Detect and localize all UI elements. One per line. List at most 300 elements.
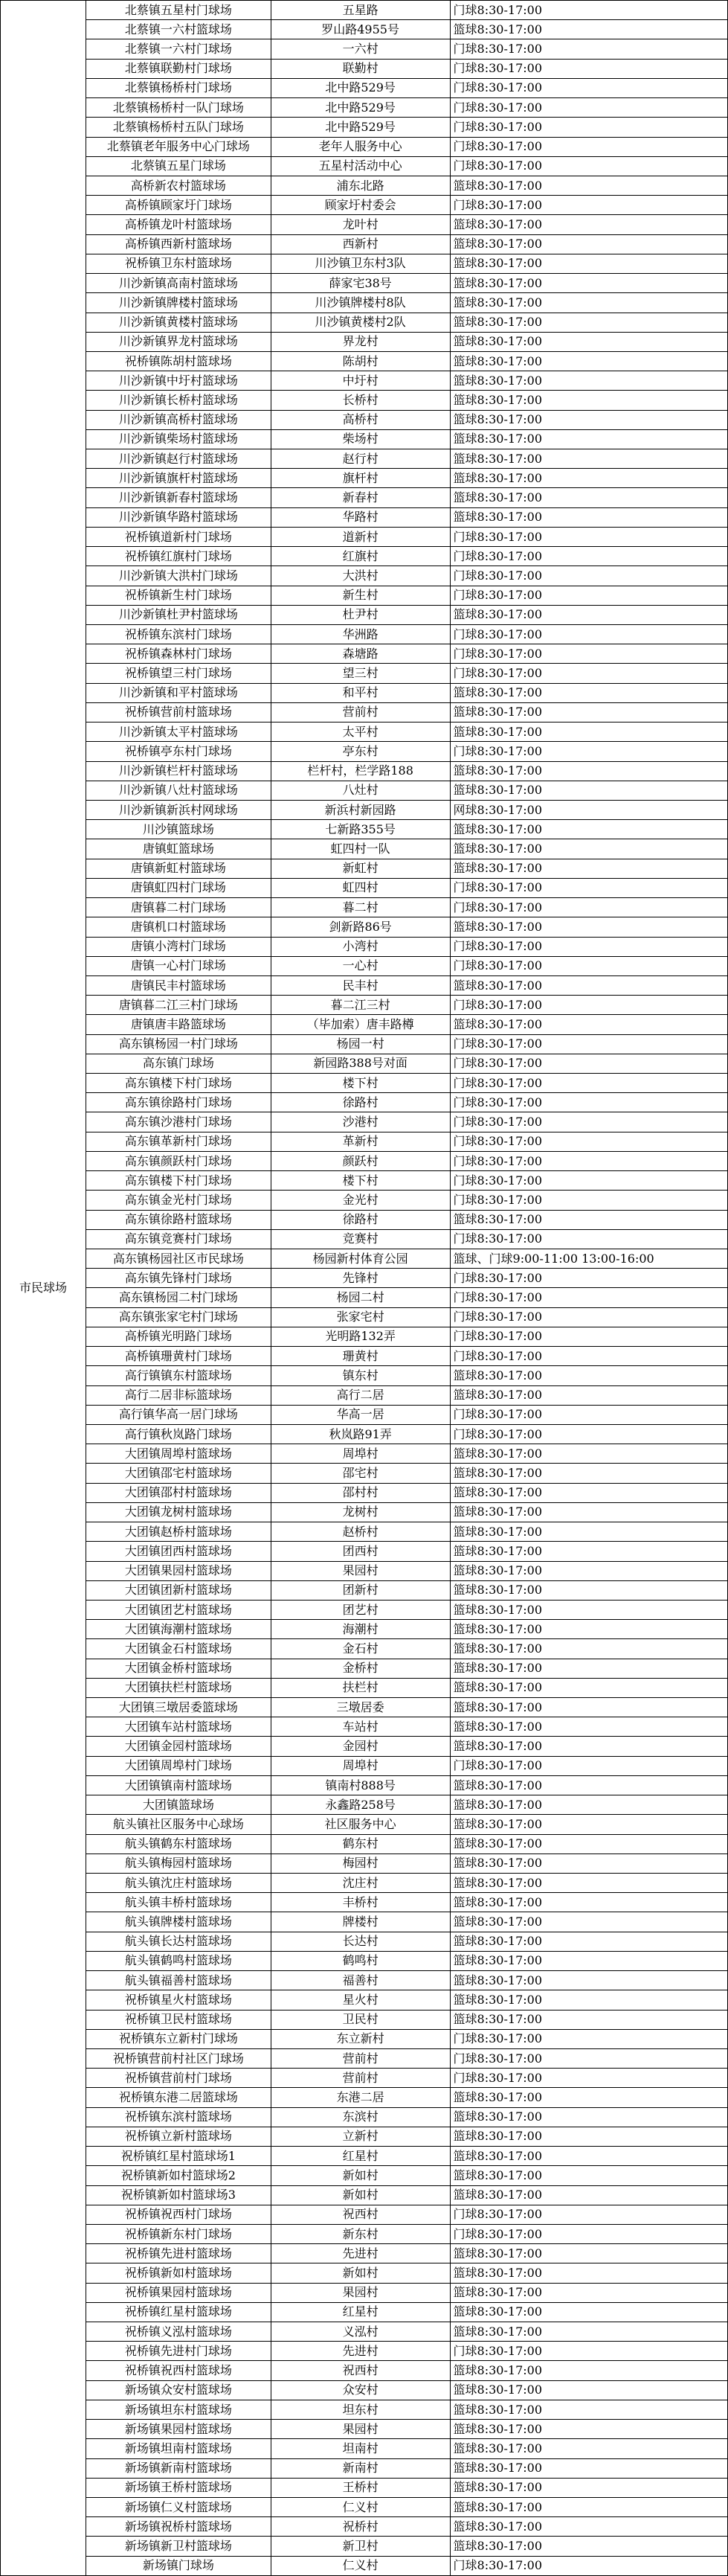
table-row xyxy=(1,1405,728,1424)
venue-name-cell: 航头镇沈庄村篮球场 xyxy=(86,1874,271,1893)
hours-cell: 篮球8:30-17:00 xyxy=(450,2185,727,2205)
venue-name-cell: 祝桥镇营前村篮球场 xyxy=(86,702,271,722)
table-row xyxy=(1,761,728,781)
address-cell: 高桥村 xyxy=(271,410,450,429)
venue-name-cell: 大团镇金园村篮球场 xyxy=(86,1737,271,1756)
hours-cell: 篮球8:30-17:00 xyxy=(450,1932,727,1951)
table-row xyxy=(1,98,728,118)
address-cell: 五星路 xyxy=(271,1,450,20)
hours-cell: 门球8:30-17:00 xyxy=(450,39,727,59)
table-row xyxy=(1,1269,728,1288)
hours-cell: 门球8:30-17:00 xyxy=(450,1756,727,1775)
hours-cell: 篮球8:30-17:00 xyxy=(450,683,727,702)
address-cell: 罗山路4955号 xyxy=(271,20,450,39)
address-cell: 华高一居 xyxy=(271,1405,450,1424)
hours-cell: 网球8:30-17:00 xyxy=(450,800,727,819)
address-cell: 新浜村新园路 xyxy=(271,800,450,819)
table-row xyxy=(1,1444,728,1464)
hours-cell: 篮球8:30-17:00 xyxy=(450,1464,727,1483)
hours-cell: 门球8:30-17:00 xyxy=(450,1229,727,1249)
hours-cell: 篮球8:30-17:00 xyxy=(450,488,727,507)
hours-cell: 篮球8:30-17:00 xyxy=(450,1834,727,1853)
hours-cell: 门球8:30-17:00 xyxy=(450,1054,727,1073)
table-row xyxy=(1,1210,728,1229)
venue-name-cell: 高东镇徐路村门球场 xyxy=(86,1093,271,1112)
hours-cell: 门球8:30-17:00 xyxy=(450,527,727,546)
address-cell: 长达村 xyxy=(271,1932,450,1951)
venue-name-cell: 高东镇先锋村门球场 xyxy=(86,1269,271,1288)
venue-name-cell: 川沙新镇高南村篮球场 xyxy=(86,274,271,293)
venue-name-cell: 高行镇华高一居门球场 xyxy=(86,1405,271,1424)
hours-cell: 门球8:30-17:00 xyxy=(450,644,727,664)
table-row xyxy=(1,2263,728,2283)
table-row xyxy=(1,859,728,878)
table-row xyxy=(1,2556,728,2575)
address-cell: 果园村 xyxy=(271,1561,450,1580)
address-cell: 鹤鸣村 xyxy=(271,1951,450,1970)
venue-name-cell: 祝桥镇立新村篮球场 xyxy=(86,2127,271,2146)
venue-name-cell: 大团镇周埠村门球场 xyxy=(86,1756,271,1775)
address-cell: 扶栏村 xyxy=(271,1678,450,1697)
venue-name-cell: 祝桥镇陈胡村篮球场 xyxy=(86,351,271,371)
table-row xyxy=(1,625,728,644)
table-row xyxy=(1,1542,728,1561)
venue-name-cell: 祝桥镇祝西村门球场 xyxy=(86,2205,271,2224)
venue-name-cell: 新场镇坦东村篮球场 xyxy=(86,2400,271,2419)
venue-name-cell: 祝桥镇新如村篮球场2 xyxy=(86,2166,271,2185)
address-cell: 梅园村 xyxy=(271,1853,450,1873)
table-row xyxy=(1,2498,728,2517)
hours-cell: 门球8:30-17:00 xyxy=(450,2224,727,2243)
address-cell: 丰桥村 xyxy=(271,1893,450,1912)
venue-name-cell: 唐镇虹四村门球场 xyxy=(86,878,271,897)
venue-name-cell: 祝桥镇新生村门球场 xyxy=(86,586,271,605)
hours-cell: 篮球8:30-17:00 xyxy=(450,2478,727,2497)
hours-cell: 门球8:30-17:00 xyxy=(450,547,727,566)
address-cell: 中圩村 xyxy=(271,371,450,391)
venue-name-cell: 祝桥镇红星村篮球场 xyxy=(86,2302,271,2322)
address-cell: 先进村 xyxy=(271,2244,450,2263)
venue-name-cell: 川沙新镇柴场村篮球场 xyxy=(86,429,271,449)
table-row xyxy=(1,2361,728,2380)
address-cell: 华洲路 xyxy=(271,625,450,644)
table-row xyxy=(1,391,728,410)
hours-cell: 篮球8:30-17:00 xyxy=(450,469,727,488)
venue-name-cell: 大团镇金桥村篮球场 xyxy=(86,1659,271,1678)
address-cell: 三墩居委 xyxy=(271,1698,450,1717)
hours-cell: 门球8:30-17:00 xyxy=(450,137,727,156)
venue-name-cell: 祝桥镇新东村门球场 xyxy=(86,2224,271,2243)
table-row xyxy=(1,1620,728,1639)
address-cell: 东滨村 xyxy=(271,2107,450,2127)
address-cell: 金光村 xyxy=(271,1191,450,1210)
address-cell: 革新村 xyxy=(271,1132,450,1151)
venue-name-cell: 新场镇新卫村篮球场 xyxy=(86,2537,271,2556)
venue-name-cell: 新场镇仁义村篮球场 xyxy=(86,2498,271,2517)
venue-name-cell: 川沙新镇和平村篮球场 xyxy=(86,683,271,702)
table-row xyxy=(1,254,728,273)
venue-name-cell: 北蔡镇杨桥村一队门球场 xyxy=(86,98,271,118)
table-row xyxy=(1,1112,728,1132)
address-cell: 徐路村 xyxy=(271,1210,450,1229)
table-row xyxy=(1,1639,728,1659)
hours-cell: 门球8:30-17:00 xyxy=(450,1288,727,1307)
hours-cell: 篮球8:30-17:00 xyxy=(450,1639,727,1659)
hours-cell: 篮球8:30-17:00 xyxy=(450,429,727,449)
address-cell: 川沙镇牌楼村8队 xyxy=(271,293,450,313)
hours-cell: 门球8:30-17:00 xyxy=(450,78,727,97)
hours-cell: 门球8:30-17:00 xyxy=(450,59,727,78)
table-row xyxy=(1,1288,728,1307)
address-cell: 望三村 xyxy=(271,664,450,683)
address-cell: 赵桥村 xyxy=(271,1522,450,1542)
hours-cell: 篮球8:30-17:00 xyxy=(450,1874,727,1893)
address-cell: 红星村 xyxy=(271,2302,450,2322)
address-cell: 社区服务中心 xyxy=(271,1815,450,1834)
venue-name-cell: 大团镇团艺村篮球场 xyxy=(86,1600,271,1619)
address-cell: 营前村 xyxy=(271,2048,450,2068)
venue-name-cell: 川沙新镇栏杆村篮球场 xyxy=(86,761,271,781)
address-cell: 东立新村 xyxy=(271,2029,450,2048)
table-row xyxy=(1,429,728,449)
address-cell: 镇东村 xyxy=(271,1366,450,1385)
hours-cell: 门球8:30-17:00 xyxy=(450,2048,727,2068)
address-cell: 杨园一村 xyxy=(271,1034,450,1054)
venue-name-cell: 高东镇楼下村门球场 xyxy=(86,1171,271,1191)
hours-cell: 篮球8:30-17:00 xyxy=(450,2107,727,2127)
hours-cell: 门球8:30-17:00 xyxy=(450,586,727,605)
hours-cell: 篮球8:30-17:00 xyxy=(450,1659,727,1678)
hours-cell: 篮球8:30-17:00 xyxy=(450,2283,727,2302)
venue-name-cell: 祝桥镇亭东村门球场 xyxy=(86,742,271,761)
table-row xyxy=(1,2069,728,2088)
table-row xyxy=(1,371,728,391)
table-row xyxy=(1,2322,728,2342)
hours-cell: 门球8:30-17:00 xyxy=(450,937,727,956)
address-cell: 张家宅村 xyxy=(271,1307,450,1327)
address-cell: 柴场村 xyxy=(271,429,450,449)
table-row xyxy=(1,2400,728,2419)
address-cell: 邵村村 xyxy=(271,1483,450,1502)
hours-cell: 篮球8:30-17:00 xyxy=(450,839,727,859)
table-row xyxy=(1,1580,728,1600)
venue-name-cell: 高行镇秋岚路门球场 xyxy=(86,1424,271,1444)
hours-cell: 篮球8:30-17:00 xyxy=(450,2166,727,2185)
address-cell: 卫民村 xyxy=(271,2010,450,2029)
address-cell: 秋岚路91弄 xyxy=(271,1424,450,1444)
category-cell: 市民球场 xyxy=(1,1,86,2576)
venue-name-cell: 祝桥镇森林村门球场 xyxy=(86,644,271,664)
hours-cell: 篮球8:30-17:00 xyxy=(450,293,727,313)
venue-name-cell: 高东镇张家宅村门球场 xyxy=(86,1307,271,1327)
venue-name-cell: 唐镇一心村门球场 xyxy=(86,956,271,975)
venue-name-cell: 川沙新镇八灶村篮球场 xyxy=(86,781,271,800)
table-row xyxy=(1,2537,728,2556)
hours-cell: 门球8:30-17:00 xyxy=(450,156,727,176)
venue-name-cell: 川沙新镇中圩村篮球场 xyxy=(86,371,271,391)
address-cell: 邵宅村 xyxy=(271,1464,450,1483)
address-cell: 先锋村 xyxy=(271,1269,450,1288)
address-cell: 团西村 xyxy=(271,1542,450,1561)
venue-name-cell: 祝桥镇先进村门球场 xyxy=(86,2342,271,2361)
venue-name-cell: 川沙新镇杜尹村篮球场 xyxy=(86,605,271,624)
venue-name-cell: 高东镇沙港村门球场 xyxy=(86,1112,271,1132)
table-row xyxy=(1,2380,728,2400)
hours-cell: 篮球8:30-17:00 xyxy=(450,2361,727,2380)
table-row xyxy=(1,586,728,605)
table-row xyxy=(1,1522,728,1542)
address-cell: 小湾村 xyxy=(271,937,450,956)
hours-cell: 篮球8:30-17:00 xyxy=(450,2458,727,2478)
hours-cell: 篮球8:30-17:00 xyxy=(450,1717,727,1737)
table-row xyxy=(1,137,728,156)
address-cell: 界龙村 xyxy=(271,332,450,351)
venue-name-cell: 高东镇杨园一村门球场 xyxy=(86,1034,271,1054)
venue-name-cell: 大团镇团西村篮球场 xyxy=(86,1542,271,1561)
venue-name-cell: 高行二居非标篮球场 xyxy=(86,1385,271,1405)
table-row xyxy=(1,1229,728,1249)
table-row xyxy=(1,449,728,469)
venue-name-cell: 高东镇金光村门球场 xyxy=(86,1191,271,1210)
address-cell: 金园村 xyxy=(271,1737,450,1756)
venue-name-cell: 祝桥镇义泓村篮球场 xyxy=(86,2322,271,2342)
table-row xyxy=(1,1132,728,1151)
venue-name-cell: 川沙新镇牌楼村篮球场 xyxy=(86,293,271,313)
address-cell: 北中路529号 xyxy=(271,98,450,118)
address-cell: 华路村 xyxy=(271,507,450,527)
venue-name-cell: 航头镇牌楼村篮球场 xyxy=(86,1912,271,1932)
address-cell: 新如村 xyxy=(271,2185,450,2205)
address-cell: 西新村 xyxy=(271,234,450,254)
venue-name-cell: 祝桥镇东滨村篮球场 xyxy=(86,2107,271,2127)
address-cell: 金桥村 xyxy=(271,1659,450,1678)
venue-name-cell: 新场镇众安村篮球场 xyxy=(86,2380,271,2400)
table-row xyxy=(1,274,728,293)
address-cell: 王桥村 xyxy=(271,2478,450,2497)
hours-cell: 篮球8:30-17:00 xyxy=(450,274,727,293)
address-cell: 新春村 xyxy=(271,488,450,507)
venue-name-cell: 川沙新镇太平村篮球场 xyxy=(86,723,271,742)
table-row xyxy=(1,1191,728,1210)
table-row xyxy=(1,664,728,683)
hours-cell: 门球8:30-17:00 xyxy=(450,2342,727,2361)
address-cell: 沙港村 xyxy=(271,1112,450,1132)
address-cell: 果园村 xyxy=(271,2420,450,2439)
venue-name-cell: 大团镇邵宅村篮球场 xyxy=(86,1464,271,1483)
address-cell: 先进村 xyxy=(271,2342,450,2361)
address-cell: 虹四村 xyxy=(271,878,450,897)
address-cell: 金石村 xyxy=(271,1639,450,1659)
hours-cell: 篮球8:30-17:00 xyxy=(450,1444,727,1464)
address-cell: 赵行村 xyxy=(271,449,450,469)
table-row xyxy=(1,2048,728,2068)
hours-cell: 篮球8:30-17:00 xyxy=(450,2010,727,2029)
address-cell: 牌楼村 xyxy=(271,1912,450,1932)
table-row xyxy=(1,2185,728,2205)
address-cell: 新园路388号对面 xyxy=(271,1054,450,1073)
venue-name-cell: 祝桥镇营前村门球场 xyxy=(86,2069,271,2088)
table-row xyxy=(1,2224,728,2243)
venue-name-cell: 航头镇福善村篮球场 xyxy=(86,1971,271,1990)
hours-cell: 篮球8:30-17:00 xyxy=(450,2420,727,2439)
hours-cell: 篮球8:30-17:00 xyxy=(450,859,727,878)
table-row xyxy=(1,1,728,20)
venue-name-cell: 川沙新镇华路村篮球场 xyxy=(86,507,271,527)
venue-name-cell: 高东镇革新村门球场 xyxy=(86,1132,271,1151)
venue-name-cell: 北蔡镇一六村门球场 xyxy=(86,39,271,59)
hours-cell: 篮球、门球9:00-11:00 13:00-16:00 xyxy=(450,1249,727,1269)
venue-name-cell: 高桥镇西新村篮球场 xyxy=(86,234,271,254)
address-cell: 高行二居 xyxy=(271,1385,450,1405)
hours-cell: 篮球8:30-17:00 xyxy=(450,2244,727,2263)
table-row xyxy=(1,1171,728,1191)
hours-cell: 门球8:30-17:00 xyxy=(450,1424,727,1444)
address-cell: 东港二居 xyxy=(271,2088,450,2107)
table-row xyxy=(1,332,728,351)
hours-cell: 篮球8:30-17:00 xyxy=(450,313,727,332)
address-cell: 长桥村 xyxy=(271,391,450,410)
table-row xyxy=(1,313,728,332)
address-cell: 龙树村 xyxy=(271,1502,450,1522)
address-cell: 亭东村 xyxy=(271,742,450,761)
table-row xyxy=(1,1015,728,1034)
hours-cell: 篮球8:30-17:00 xyxy=(450,2147,727,2166)
table-row xyxy=(1,1795,728,1815)
table-row xyxy=(1,1853,728,1873)
venue-name-cell: 航头镇鹤东村篮球场 xyxy=(86,1834,271,1853)
address-cell: 新生村 xyxy=(271,586,450,605)
table-row xyxy=(1,839,728,859)
hours-cell: 篮球8:30-17:00 xyxy=(450,1483,727,1502)
hours-cell: 篮球8:30-17:00 xyxy=(450,1620,727,1639)
hours-cell: 门球8:30-17:00 xyxy=(450,996,727,1015)
hours-cell: 篮球8:30-17:00 xyxy=(450,1580,727,1600)
address-cell: 沈庄村 xyxy=(271,1874,450,1893)
address-cell: 剑新路86号 xyxy=(271,917,450,937)
hours-cell: 门球8:30-17:00 xyxy=(450,878,727,897)
address-cell: 新虹村 xyxy=(271,859,450,878)
hours-cell: 篮球8:30-17:00 xyxy=(450,761,727,781)
address-cell: 道新村 xyxy=(271,527,450,546)
venue-name-cell: 新场镇王桥村篮球场 xyxy=(86,2478,271,2497)
address-cell: 立新村 xyxy=(271,2127,450,2146)
venue-name-cell: 大团镇篮球场 xyxy=(86,1795,271,1815)
table-row xyxy=(1,1874,728,1893)
hours-cell: 篮球8:30-17:00 xyxy=(450,449,727,469)
venue-name-cell: 祝桥镇东立新村门球场 xyxy=(86,2029,271,2048)
hours-cell: 篮球8:30-17:00 xyxy=(450,781,727,800)
venue-name-cell: 新场镇果园村篮球场 xyxy=(86,2420,271,2439)
venue-name-cell: 高桥镇顾家圩门球场 xyxy=(86,196,271,215)
table-row xyxy=(1,898,728,917)
address-cell: 红星村 xyxy=(271,2147,450,2166)
table-row xyxy=(1,975,728,995)
table-row xyxy=(1,156,728,176)
address-cell: 镇南村888号 xyxy=(271,1775,450,1795)
address-cell: 祝西村 xyxy=(271,2205,450,2224)
address-cell: 新南村 xyxy=(271,2458,450,2478)
table-row xyxy=(1,1502,728,1522)
address-cell: 太平村 xyxy=(271,723,450,742)
venue-name-cell: 航头镇社区服务中心球场 xyxy=(86,1815,271,1834)
hours-cell: 门球8:30-17:00 xyxy=(450,566,727,586)
table-row xyxy=(1,1737,728,1756)
venue-name-cell: 高东镇颜跃村门球场 xyxy=(86,1151,271,1170)
table-row xyxy=(1,547,728,566)
venue-name-cell: 大团镇镇南村篮球场 xyxy=(86,1775,271,1795)
venue-name-cell: 高东镇门球场 xyxy=(86,1054,271,1073)
address-cell: 龙叶村 xyxy=(271,215,450,234)
hours-cell: 门球8:30-17:00 xyxy=(450,2556,727,2575)
hours-cell: 篮球8:30-17:00 xyxy=(450,2439,727,2458)
address-cell: 薛家宅38号 xyxy=(271,274,450,293)
table-row xyxy=(1,1834,728,1853)
venue-name-cell: 唐镇唐丰路篮球场 xyxy=(86,1015,271,1034)
table-row xyxy=(1,2107,728,2127)
table-row xyxy=(1,2029,728,2048)
hours-cell: 篮球8:30-17:00 xyxy=(450,1912,727,1932)
table-row xyxy=(1,293,728,313)
hours-cell: 门球8:30-17:00 xyxy=(450,1093,727,1112)
address-cell: 北中路529号 xyxy=(271,78,450,97)
table-row xyxy=(1,1561,728,1580)
hours-cell: 门球8:30-17:00 xyxy=(450,118,727,137)
hours-cell: 篮球8:30-17:00 xyxy=(450,605,727,624)
hours-cell: 门球8:30-17:00 xyxy=(450,2205,727,2224)
court-table-body xyxy=(1,1,728,2576)
hours-cell: 篮球8:30-17:00 xyxy=(450,1853,727,1873)
venue-name-cell: 大团镇团新村篮球场 xyxy=(86,1580,271,1600)
table-row xyxy=(1,2342,728,2361)
address-cell: 暮二江三村 xyxy=(271,996,450,1015)
hours-cell: 门球8:30-17:00 xyxy=(450,1191,727,1210)
hours-cell: 篮球8:30-17:00 xyxy=(450,2498,727,2517)
venue-name-cell: 祝桥镇祝西村篮球场 xyxy=(86,2361,271,2380)
venue-name-cell: 大团镇周埠村篮球场 xyxy=(86,1444,271,1464)
venue-name-cell: 川沙新镇黄楼村篮球场 xyxy=(86,313,271,332)
table-row xyxy=(1,683,728,702)
address-cell: 福善村 xyxy=(271,1971,450,1990)
venue-name-cell: 北蔡镇一六村篮球场 xyxy=(86,20,271,39)
venue-name-cell: 高东镇楼下村门球场 xyxy=(86,1074,271,1093)
hours-cell: 篮球8:30-17:00 xyxy=(450,1990,727,2010)
venue-name-cell: 川沙新镇高桥村篮球场 xyxy=(86,410,271,429)
table-row xyxy=(1,1971,728,1990)
table-row xyxy=(1,118,728,137)
address-cell: 浦东北路 xyxy=(271,176,450,195)
hours-cell: 门球8:30-17:00 xyxy=(450,1074,727,1093)
hours-cell: 篮球8:30-17:00 xyxy=(450,820,727,839)
address-cell: 珊黄村 xyxy=(271,1347,450,1366)
venue-name-cell: 大团镇海潮村篮球场 xyxy=(86,1620,271,1639)
address-cell: 祝桥村 xyxy=(271,2517,450,2537)
hours-cell: 篮球8:30-17:00 xyxy=(450,1542,727,1561)
venue-name-cell: 唐镇虹篮球场 xyxy=(86,839,271,859)
hours-cell: 篮球8:30-17:00 xyxy=(450,1775,727,1795)
address-cell: 红旗村 xyxy=(271,547,450,566)
table-row xyxy=(1,937,728,956)
table-row xyxy=(1,1756,728,1775)
hours-cell: 门球8:30-17:00 xyxy=(450,196,727,215)
venue-name-cell: 祝桥镇红星村篮球场1 xyxy=(86,2147,271,2166)
hours-cell: 篮球8:30-17:00 xyxy=(450,1015,727,1034)
hours-cell: 门球8:30-17:00 xyxy=(450,1,727,20)
table-row xyxy=(1,723,728,742)
hours-cell: 篮球8:30-17:00 xyxy=(450,391,727,410)
venue-name-cell: 川沙新镇界龙村篮球场 xyxy=(86,332,271,351)
hours-cell: 门球8:30-17:00 xyxy=(450,742,727,761)
venue-name-cell: 航头镇长达村篮球场 xyxy=(86,1932,271,1951)
